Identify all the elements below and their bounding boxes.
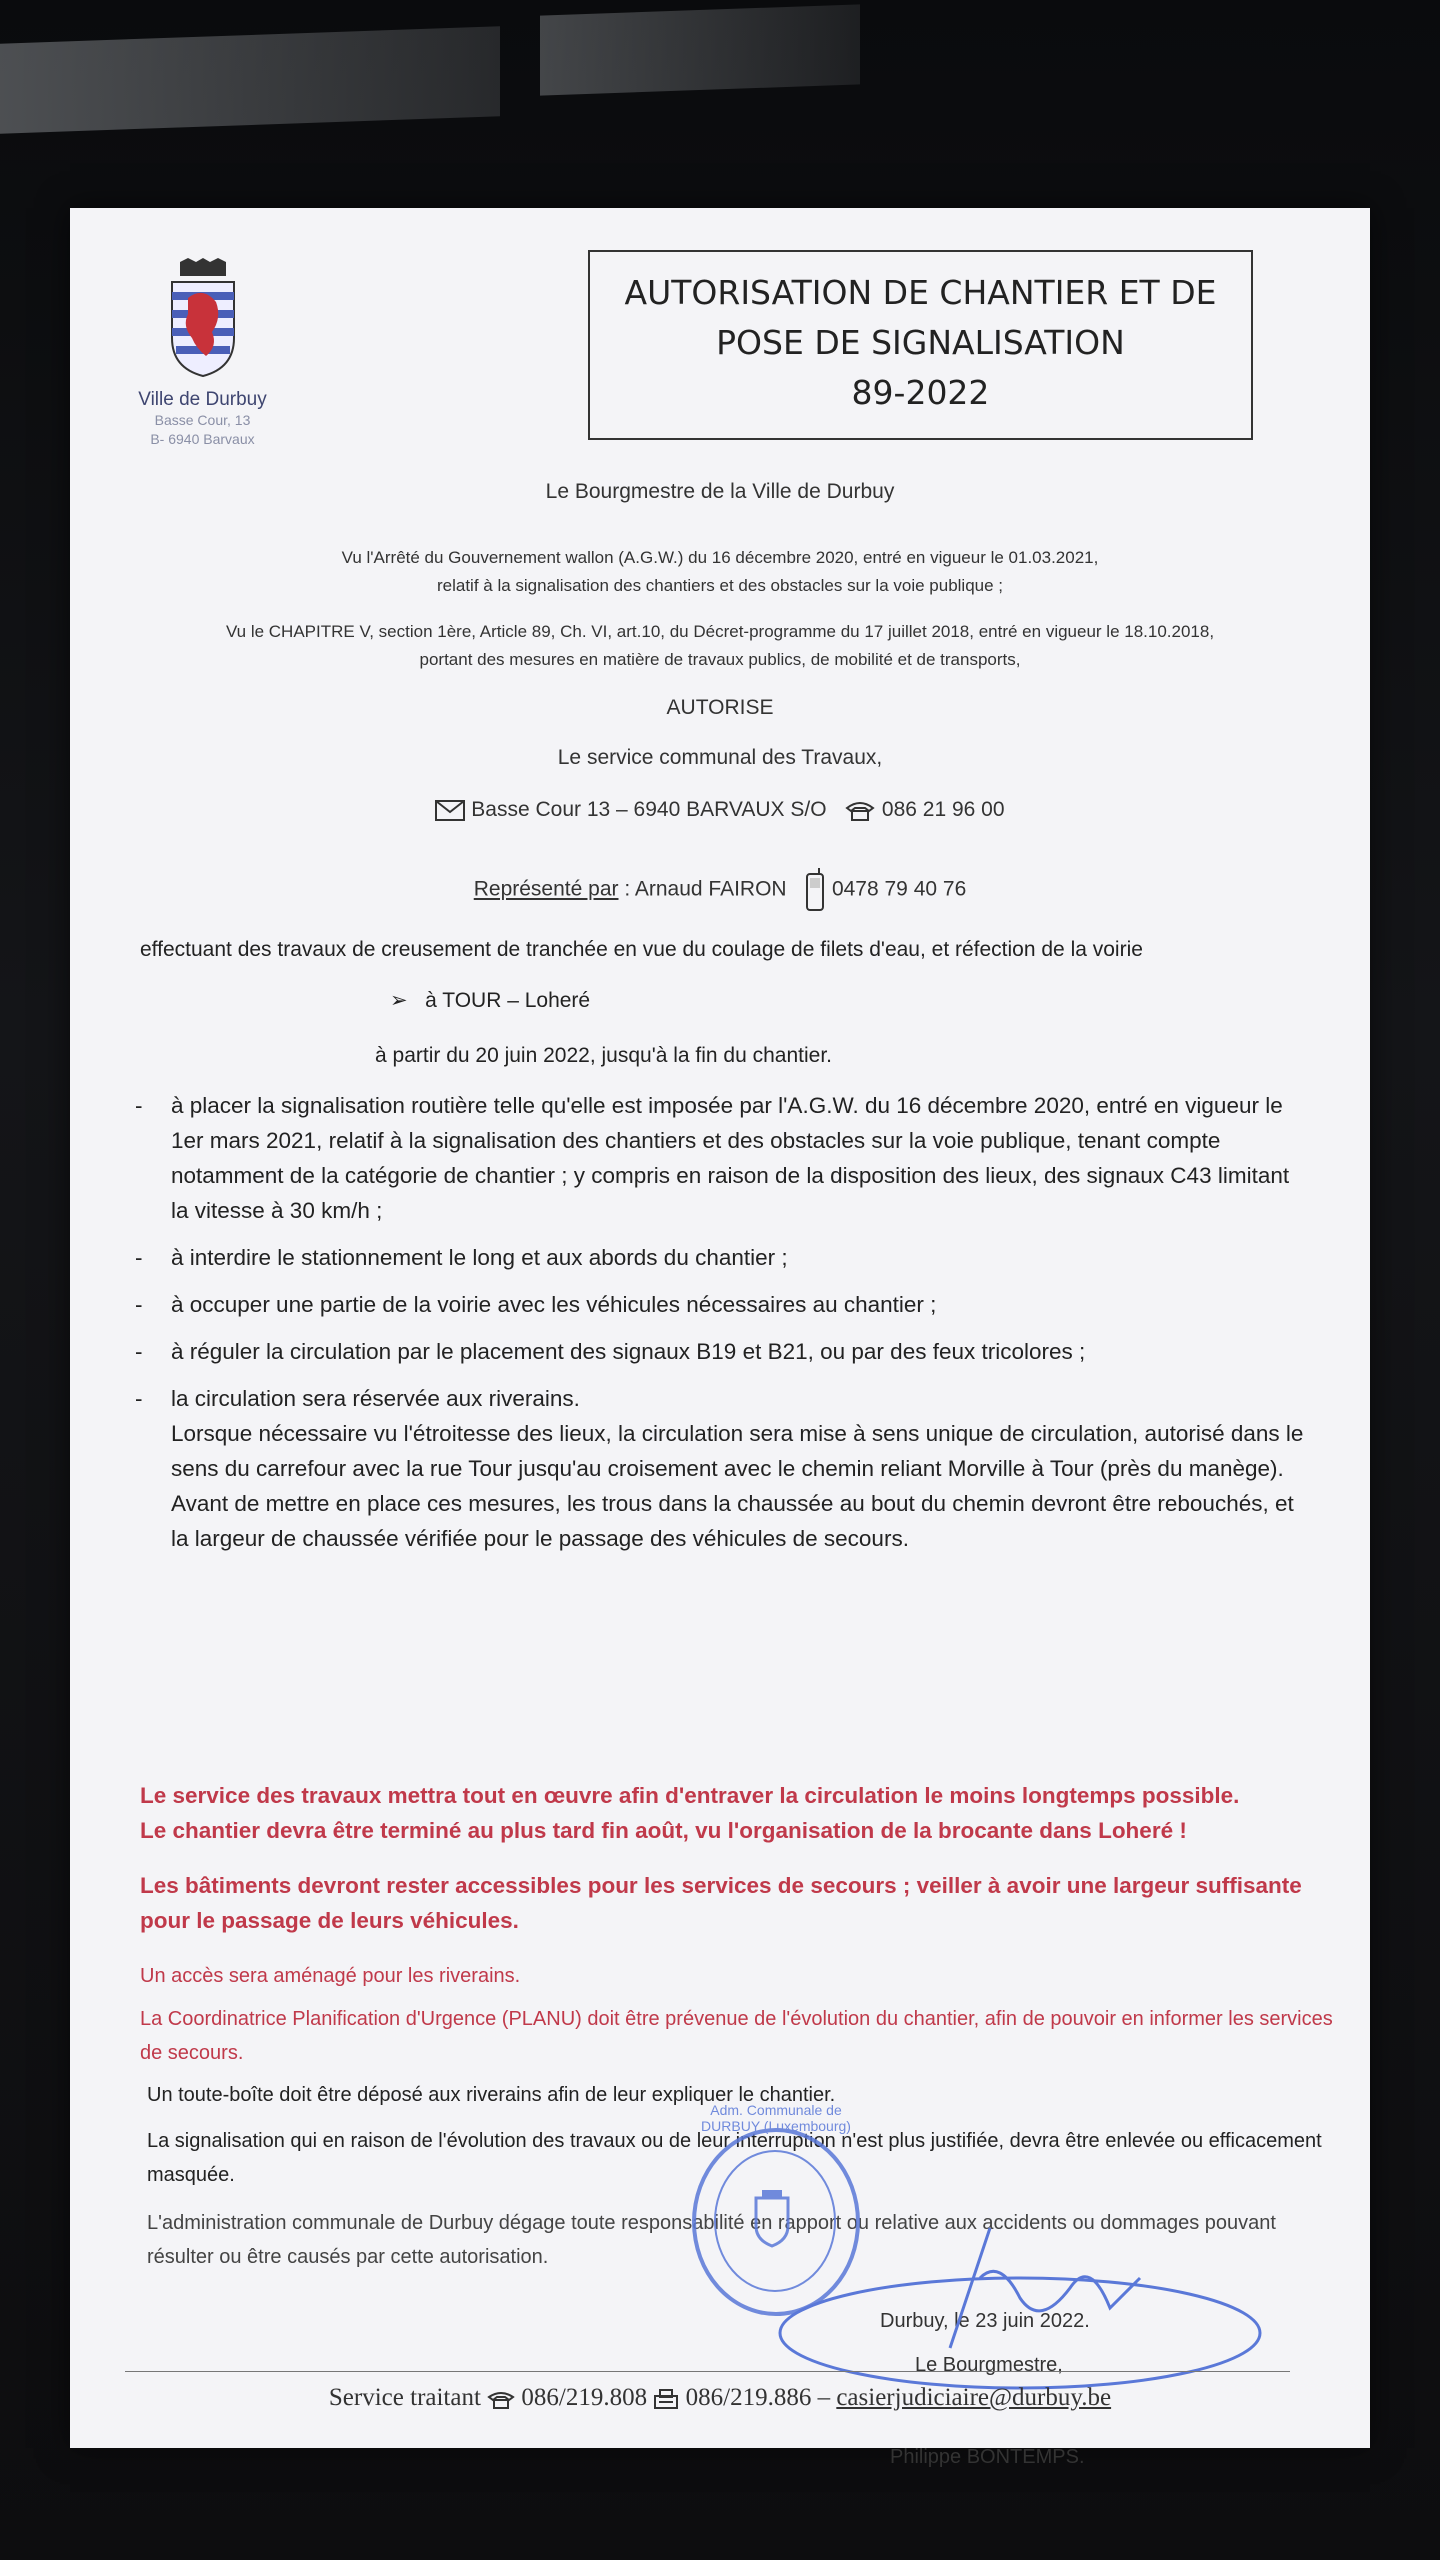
representative-label: Représenté par — [473, 877, 619, 901]
legal-reference-1-line1: Vu l'Arrêté du Gouvernement wallon (A.G.W.) du 16 décembre 2020, entré en vigueur le 01.03.2021, — [341, 548, 1099, 567]
list-item-text: la circulation sera réservée aux riverains. — [171, 1386, 580, 1411]
footer-phone: 086/219.808 — [521, 2384, 648, 2411]
representative-name: : Arnaud FAIRON — [624, 877, 787, 901]
list-item-text: à occuper une partie de la voirie avec les véhicules nécessaires au chantier ; — [171, 1292, 937, 1317]
list-item: - la circulation sera réservée aux riverains. Lorsque nécessaire vu l'étroitesse des lieux, la circulation sera mise à sens unique de circulation, autorisé dans le sens du carrefour avec la rue Tour jusqu'au croisement avec le chemin reliant Morville à Tour (près du manège). Avant de mettre en place ces mesures, les trous dans la chaussée au bout du chemin devront être rebouchés, et la largeur de chaussée vérifiée pour le passage des véhicules de secours. — [135, 1381, 1305, 1556]
municipality-address-line1: Basse Cour, 13 — [154, 412, 251, 428]
legal-reference-2-line2: portant des mesures en matière de travaux publics, de mobilité et de transports, — [419, 650, 1021, 669]
document-title-box — [588, 250, 1253, 440]
service-name: Le service communal des Travaux, — [557, 746, 883, 769]
period-line: à partir du 20 juin 2022, jusqu'à la fin du chantier. — [375, 1044, 832, 1067]
list-item-text: à interdire le stationnement le long et aux abords du chantier ; — [171, 1245, 788, 1270]
footer-email-link[interactable]: casierjudiciaire@durbuy.be — [836, 2384, 1112, 2411]
signature-role: Le Bourgmestre, — [915, 2354, 1063, 2376]
representative-mobile: 0478 79 40 76 — [831, 877, 967, 901]
closing-paragraph-1: Un toute-boîte doit être déposé aux riverains afin de leur expliquer le chantier. — [147, 2084, 836, 2106]
list-item-text: à placer la signalisation routière telle qu'elle est imposée par l'A.G.W. du 16 décembre 2020, entré en vigueur le 1er mars 2021, relatif à la signalisation des chantiers et des obstacles sur la voie publique, tenant compte notamment de la catégorie de chantier ; y compris en raison de la disposition des lieux, des signaux C43 limitant la vitesse à 30 km/h ; — [171, 1093, 1290, 1223]
footer-label: Service traitant — [328, 2384, 481, 2411]
window-reflection — [540, 4, 860, 95]
one-way-traffic-detail: Lorsque nécessaire vu l'étroitesse des lieux, la circulation sera mise à sens unique de circulation, autorisé dans le sens du carrefour avec la rue Tour jusqu'au croisement avec le chemin reliant Morville à Tour (près du manège). Avant de mettre en place ces mesures, les trous dans la chaussée au bout du chemin devront être rebouchés, et la largeur de chaussée vérifiée pour le passage des véhicules de secours. — [171, 1421, 1304, 1551]
fax-icon — [653, 2388, 679, 2410]
list-item-text: à réguler la circulation par le placement des signaux B19 et B21, ou par des feux tricolores ; — [171, 1339, 1086, 1364]
warning-paragraph-2: Les bâtiments devront rester accessibles pour les services de secours ; veiller à avoir une largeur suffisante pour le passage de leurs véhicules. — [140, 1873, 1302, 1933]
title-line: POSE DE SIGNALISATION — [716, 323, 1125, 362]
conditions-list — [135, 1088, 1305, 1568]
signature-date: Durbuy, le 23 juin 2022. — [880, 2310, 1090, 2332]
footer-divider — [125, 2371, 1290, 2372]
municipality-logo — [110, 258, 295, 449]
representative-line — [70, 868, 1370, 912]
list-item: - à occuper une partie de la voirie avec les véhicules nécessaires au chantier ; — [135, 1292, 937, 1317]
legal-reference-1-line2: relatif à la signalisation des chantiers et des obstacles sur la voie publique ; — [436, 576, 1004, 595]
municipality-address-line2: B- 6940 Barvaux — [150, 431, 255, 447]
service-contact-line — [70, 798, 1370, 822]
list-item: - à réguler la circulation par le placement des signaux B19 et B21, ou par des feux tricolores ; — [135, 1339, 1086, 1364]
telephone-icon — [487, 2389, 515, 2409]
list-item: - à placer la signalisation routière telle qu'elle est imposée par l'A.G.W. du 16 décembre 2020, entré en vigueur le 1er mars 2021, relatif à la signalisation des chantiers et des obstacles sur la voie publique, tenant compte notamment de la catégorie de chantier ; y compris en raison de la disposition des lieux, des signaux C43 limitant la vitesse à 30 km/h ; — [135, 1093, 1290, 1223]
location-text: à TOUR – Loheré — [425, 989, 591, 1012]
arrow-bullet-icon: ➢ — [390, 989, 420, 1012]
authorization-number: 89-2022 — [851, 373, 990, 412]
municipality-name: Ville de Durbuy — [138, 389, 267, 410]
coat-of-arms-icon — [166, 258, 240, 378]
envelope-icon — [435, 798, 465, 822]
issuer-line: Le Bourgmestre de la Ville de Durbuy — [545, 480, 895, 503]
signatory-name: Philippe BONTEMPS. — [890, 2446, 1085, 2468]
warning-paragraph-3: Un accès sera aménagé pour les riverains. — [140, 1965, 521, 1987]
legal-reference-1 — [70, 544, 1370, 600]
footer-contact — [70, 2384, 1370, 2412]
liability-disclaimer: L'administration communale de Durbuy dégage toute responsabilité en rapport ou relative aux accidents ou dommages pouvant résulter ou être causés par cette autorisation. — [147, 2212, 1276, 2268]
footer-fax: 086/219.886 – — [685, 2384, 831, 2411]
stamp-text: Adm. Communale de DURBUY (Luxembourg) — [701, 2102, 851, 2134]
authorise-heading: AUTORISE — [666, 696, 774, 719]
location-line — [390, 988, 590, 1013]
legal-reference-2 — [70, 618, 1370, 674]
legal-reference-2-line1: Vu le CHAPITRE V, section 1ère, Article 89, Ch. VI, art.10, du Décret-programme du 17 juillet 2018, entré en vigueur le 18.10.2018, — [225, 622, 1215, 641]
works-description: effectuant des travaux de creusement de tranchée en vue du coulage de filets d'eau, et réfection de la voirie — [140, 938, 1143, 961]
warning-line: Le chantier devra être terminé au plus tard fin août, vu l'organisation de la brocante dans Loheré ! — [140, 1818, 1187, 1843]
list-item: - à interdire le stationnement le long et aux abords du chantier ; — [135, 1245, 788, 1270]
closing-paragraph-2: La signalisation qui en raison de l'évolution des travaux ou de leur interruption n'est plus justifiée, devra être enlevée ou efficacement masquée. — [147, 2130, 1322, 2186]
notice-document — [70, 208, 1370, 2468]
mobile-phone-icon — [804, 868, 826, 912]
service-phone: 086 21 96 00 — [881, 798, 1005, 821]
window-reflection — [0, 26, 500, 133]
telephone-icon — [844, 798, 876, 822]
warning-line: Le service des travaux mettra tout en œuvre afin d'entraver la circulation le moins longtemps possible. — [140, 1783, 1240, 1808]
title-line: AUTORISATION DE CHANTIER ET DE — [624, 273, 1217, 312]
warning-paragraph-4: La Coordinatrice Planification d'Urgence (PLANU) doit être prévenue de l'évolution du chantier, afin de pouvoir en informer les services de secours. — [140, 2008, 1333, 2064]
warning-paragraph-1 — [140, 1778, 1340, 1848]
service-address: Basse Cour 13 – 6940 BARVAUX S/O — [471, 798, 827, 821]
